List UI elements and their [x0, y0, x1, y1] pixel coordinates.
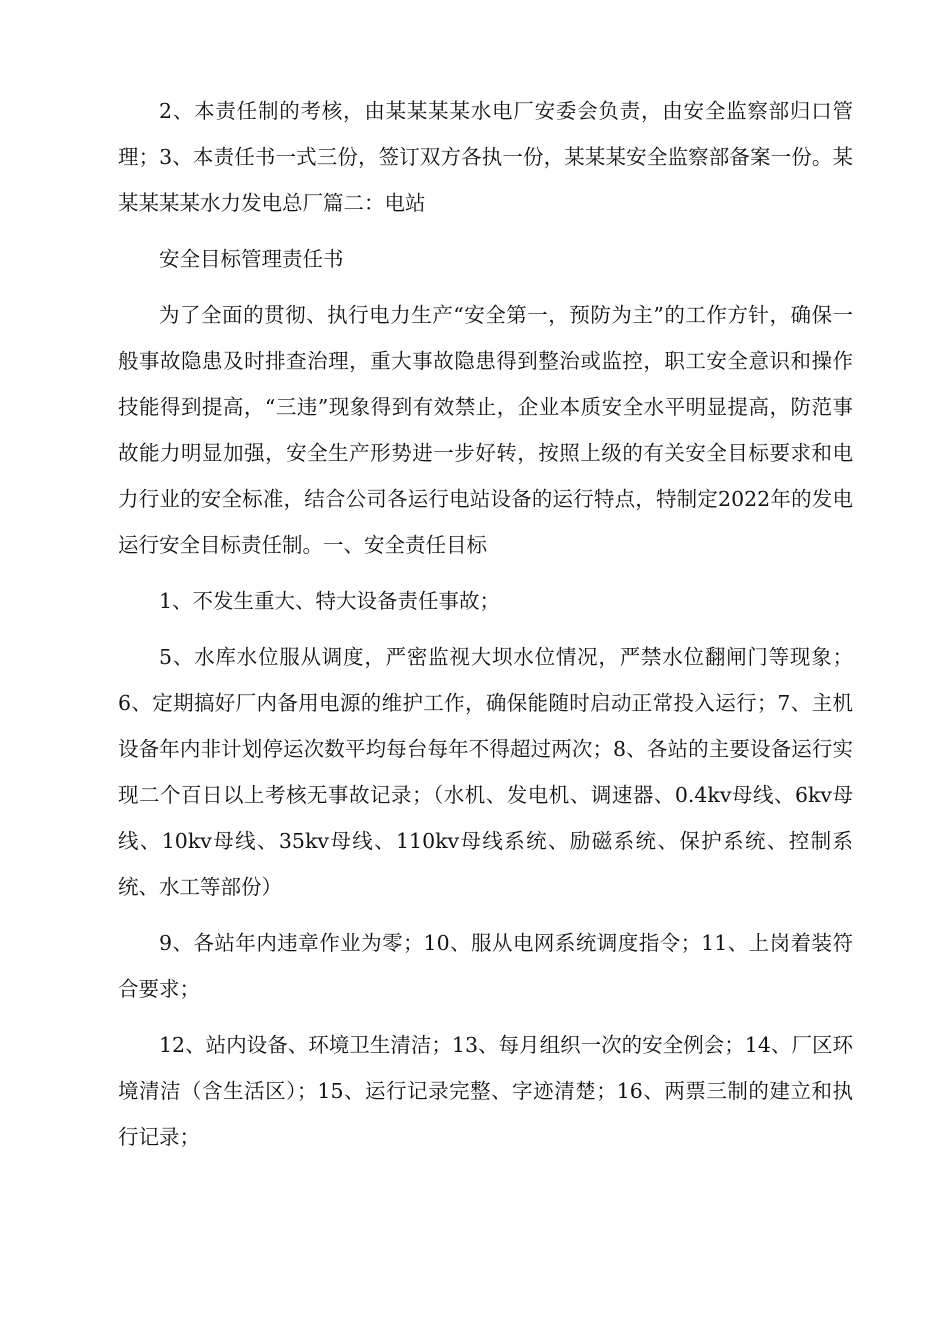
paragraph-goals-12-16: 12、站内设备、环境卫生清洁；13、每月组织一次的安全例会；14、厂区环境清洁（含生活区）；15、运行记录完整、字迹清楚；16、两票三制的建立和执行记录； [118, 1033, 853, 1149]
document-page [118, 88, 853, 1160]
paragraph-assessment: 2、本责任制的考核，由某某某某水电厂安委会负责，由安全监察部归口管理；3、本责任书一式三份，签订双方各执一份，某某某安全监察部备案一份。某某某某某水力发电总厂篇二：电站 [118, 99, 853, 215]
paragraph-goals-5-8: 5、水库水位服从调度，严密监视大坝水位情况，严禁水位翻闸门等现象；6、定期搞好厂内备用电源的维护工作，确保能随时启动正常投入运行；7、主机设备年内非计划停运次数平均每台每年不得超过两次；8、各站的主要设备运行实现二个百日以上考核无事故记录；（水机、发电机、调速器、0.4kv母线、6kv母线、10kv母线、35kv母线、110kv母线系统、励磁系统、保护系统、控制系统、水工等部份） [118, 645, 853, 899]
paragraph-gap [118, 624, 853, 634]
paragraph-goal-1: 1、不发生重大、特大设备责任事故； [159, 589, 501, 613]
paragraph-gap [118, 568, 853, 578]
paragraph-gap [118, 282, 853, 292]
paragraph-gap [118, 226, 853, 236]
paragraph-goals-9-11: 9、各站年内违章作业为零；10、服从电网系统调度指令；11、上岗着装符合要求； [118, 931, 853, 1001]
paragraph-intro: 为了全面的贯彻、执行电力生产“安全第一，预防为主”的工作方针，确保一般事故隐患及时排查治理，重大事故隐患得到整治或监控，职工安全意识和操作技能得到提高，“三违”现象得到有效禁止，企业本质安全水平明显提高，防范事故能力明显加强，安全生产形势进一步好转，按照上级的有关安全目标要求和电力行业的安全标准，结合公司各运行电站设备的运行特点，特制定2022年的发电运行安全目标责任制。一、安全责任目标 [118, 303, 853, 557]
paragraph-gap [118, 910, 853, 920]
section-title: 安全目标管理责任书 [159, 247, 344, 271]
paragraph-gap [118, 1012, 853, 1022]
